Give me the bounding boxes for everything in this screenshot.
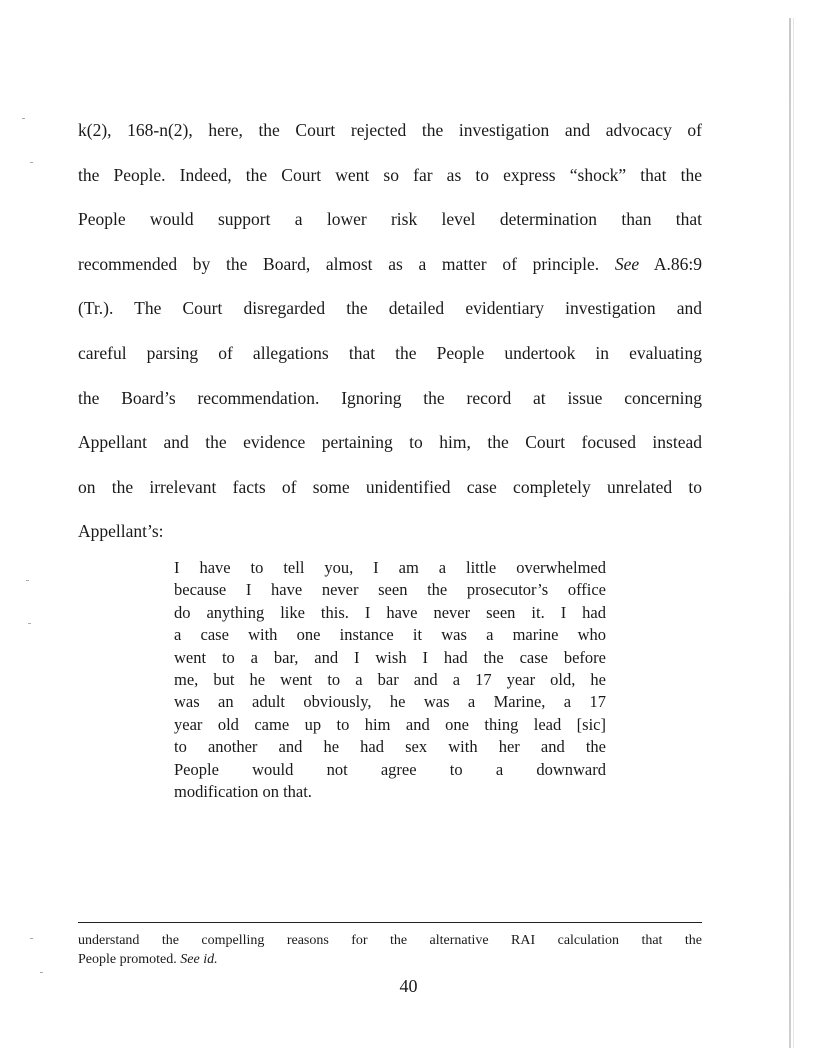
scan-speck [22, 118, 25, 119]
footnote-line: understand the compelling reasons for the alternative RAI calculation that the [78, 933, 702, 948]
main-paragraph [78, 108, 702, 554]
quote-line: year old came up to him and one thing lead [sic] [174, 714, 606, 734]
body-line: on the irrelevant facts of some unidentified case completely unrelated to [78, 476, 702, 497]
quote-line: was an adult obviously, he was a Marine, a 17 [174, 692, 606, 712]
quote-line: me, but he went to a bar and a 17 year old, he [174, 670, 606, 690]
quote-line: do anything like this. I have never seen it. I had [174, 602, 606, 622]
body-line: the People. Indeed, the Court went so far as to express “shock” that the [78, 164, 702, 185]
block-quote [174, 557, 606, 803]
scan-speck [30, 938, 33, 939]
body-line: Appellant’s: [78, 521, 164, 542]
page-number: 40 [399, 976, 418, 996]
body-line: the Board’s recommendation. Ignoring the record at issue concerning [78, 387, 702, 408]
body-line-with-citation [78, 242, 702, 287]
see-signal: See [614, 253, 640, 274]
body-line: People would support a lower risk level determination than that [78, 209, 702, 230]
quote-line: People would not agree to a downward [174, 759, 606, 779]
body-line-text: recommended by the Board, almost as a matter of principle. [78, 253, 600, 274]
scan-speck [30, 162, 33, 163]
body-line: Appellant and the evidence pertaining to him, the Court focused instead [78, 432, 702, 453]
quote-line: because I have never seen the prosecutor’s office [174, 580, 606, 600]
footnote-text: People promoted. [78, 951, 177, 967]
footnote [78, 932, 702, 969]
body-line: k(2), 168-n(2), here, the Court rejected the investigation and advocacy of [78, 120, 702, 140]
quote-line: went to a bar, and I wish I had the case before [174, 647, 606, 667]
body-line: (Tr.). The Court disregarded the detailed evidentiary investigation and [78, 298, 702, 319]
scan-speck [40, 972, 43, 973]
footnote-see-signal: See [180, 951, 200, 967]
footnote-id-citation: id. [203, 951, 218, 967]
quote-line: a case with one instance it was a marine who [174, 625, 606, 645]
binding-edge [789, 18, 791, 1048]
footnote-divider [78, 922, 702, 923]
record-citation: A.86:9 [653, 253, 702, 274]
quote-line: to another and he had sex with her and the [174, 737, 606, 757]
footnote-line-with-citation [78, 951, 702, 970]
binding-edge-shadow [793, 18, 794, 1048]
scan-speck [26, 580, 29, 581]
scan-speck [28, 623, 31, 624]
body-line: careful parsing of allegations that the People undertook in evaluating [78, 342, 702, 363]
quote-line: I have to tell you, I am a little overwhelmed [174, 558, 606, 577]
quote-line: modification on that. [174, 782, 312, 802]
